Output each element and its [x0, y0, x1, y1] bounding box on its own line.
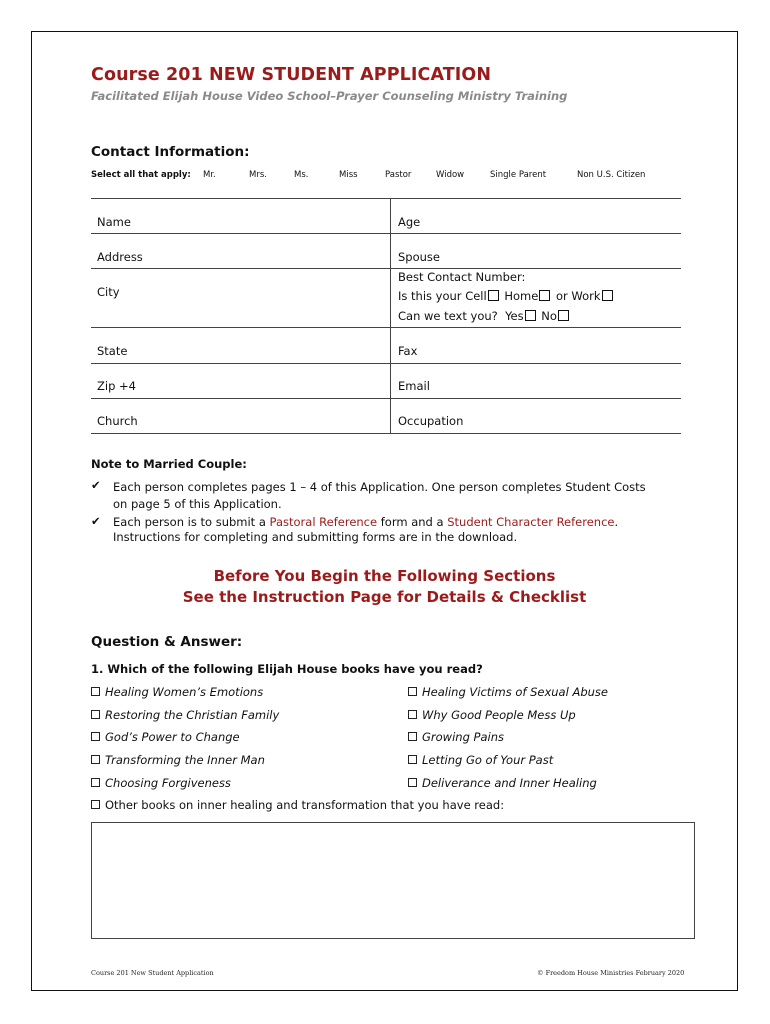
book-checkbox[interactable] [408, 732, 417, 741]
married-item1-line1: Each person completes pages 1 – 4 of this Application. One person completes Student Costs [113, 480, 646, 494]
book-option[interactable]: God’s Power to Change [91, 730, 240, 744]
field-church[interactable]: Church [97, 414, 138, 428]
option-mrs[interactable]: Mrs. [249, 170, 267, 180]
married-item2-line1: Each person is to submit a Pastoral Reference form and a Student Character Reference. [113, 515, 619, 529]
book-option[interactable]: Deliverance and Inner Healing [408, 776, 597, 790]
book-checkbox[interactable] [91, 732, 100, 741]
field-zip[interactable]: Zip +4 [97, 379, 136, 393]
page-subtitle: Facilitated Elijah House Video School–Prayer Counseling Ministry Training [91, 89, 568, 103]
book-checkbox[interactable] [91, 778, 100, 787]
no-label: No [541, 309, 557, 323]
book-checkbox[interactable] [91, 710, 100, 719]
qa-heading: Question & Answer: [91, 634, 243, 650]
text-permission-row [398, 309, 571, 323]
yes-checkbox[interactable] [525, 310, 536, 321]
work-checkbox[interactable] [602, 290, 613, 301]
field-best-contact[interactable]: Best Contact Number: [398, 270, 526, 284]
yes-label: Yes [505, 309, 524, 323]
book-checkbox[interactable] [408, 755, 417, 764]
married-item1-line2: on page 5 of this Application. [113, 497, 282, 511]
book-option[interactable]: Restoring the Christian Family [91, 708, 279, 722]
footer-right: © Freedom House Ministries February 2020 [537, 969, 685, 977]
book-checkbox[interactable] [408, 710, 417, 719]
field-name[interactable]: Name [97, 215, 131, 229]
book-option[interactable]: Growing Pains [408, 730, 504, 744]
book-option[interactable]: Letting Go of Your Past [408, 753, 553, 767]
banner-line1: Before You Begin the Following Sections [213, 567, 556, 585]
cell-checkbox[interactable] [488, 290, 499, 301]
field-spouse[interactable]: Spouse [398, 250, 440, 264]
option-miss[interactable]: Miss [339, 170, 358, 180]
table-divider [390, 198, 391, 433]
table-rule [91, 327, 681, 328]
pastoral-reference-link[interactable]: Pastoral Reference [269, 515, 378, 529]
book-checkbox[interactable] [91, 687, 100, 696]
contact-heading: Contact Information: [91, 144, 250, 160]
other-books-option[interactable]: Other books on inner healing and transformation that you have read: [91, 798, 504, 812]
work-label: or Work [555, 289, 601, 303]
footer-left: Course 201 New Student Application [91, 969, 214, 977]
married-item2-line2: Instructions for completing and submitting forms are in the download. [113, 530, 518, 544]
field-occupation[interactable]: Occupation [398, 414, 464, 428]
question-1: 1. Which of the following Elijah House books have you read? [91, 662, 483, 676]
option-mr[interactable]: Mr. [203, 170, 216, 180]
book-checkbox[interactable] [408, 687, 417, 696]
text-question: Can we text you? [398, 309, 498, 323]
table-bottom-rule [91, 433, 681, 434]
book-checkbox[interactable] [408, 778, 417, 787]
other-books-textarea[interactable] [91, 822, 695, 939]
banner-line2: See the Instruction Page for Details & Checklist [182, 588, 587, 606]
check-icon: ✔ [91, 514, 101, 528]
field-age[interactable]: Age [398, 215, 421, 229]
table-rule [91, 268, 681, 269]
field-city[interactable]: City [97, 285, 120, 299]
married-heading: Note to Married Couple: [91, 457, 247, 471]
option-widow[interactable]: Widow [436, 170, 465, 180]
home-label: Home [504, 289, 539, 303]
cell-label: Is this your Cell [398, 289, 487, 303]
page-title: Course 201 NEW STUDENT APPLICATION [91, 65, 492, 85]
option-ms[interactable]: Ms. [294, 170, 309, 180]
book-option[interactable]: Choosing Forgiveness [91, 776, 231, 790]
check-icon: ✔ [91, 478, 101, 492]
option-non-us-citizen[interactable]: Non U.S. Citizen [577, 170, 646, 180]
field-email[interactable]: Email [398, 379, 430, 393]
field-state[interactable]: State [97, 344, 128, 358]
other-books-checkbox[interactable] [91, 800, 100, 809]
application-page [31, 31, 738, 991]
field-fax[interactable]: Fax [398, 344, 418, 358]
book-option[interactable]: Healing Victims of Sexual Abuse [408, 685, 608, 699]
book-checkbox[interactable] [91, 755, 100, 764]
no-checkbox[interactable] [558, 310, 569, 321]
book-option[interactable]: Transforming the Inner Man [91, 753, 265, 767]
book-option[interactable]: Healing Women’s Emotions [91, 685, 263, 699]
table-rule [91, 363, 681, 364]
character-reference-link[interactable]: Student Character Reference [447, 515, 615, 529]
table-top-rule [91, 198, 681, 199]
table-rule [91, 233, 681, 234]
book-option[interactable]: Why Good People Mess Up [408, 708, 576, 722]
contact-type-row [398, 289, 615, 303]
home-checkbox[interactable] [539, 290, 550, 301]
option-single-parent[interactable]: Single Parent [490, 170, 547, 180]
table-rule [91, 398, 681, 399]
select-label: Select all that apply: [91, 170, 191, 180]
option-pastor[interactable]: Pastor [385, 170, 412, 180]
field-address[interactable]: Address [97, 250, 143, 264]
